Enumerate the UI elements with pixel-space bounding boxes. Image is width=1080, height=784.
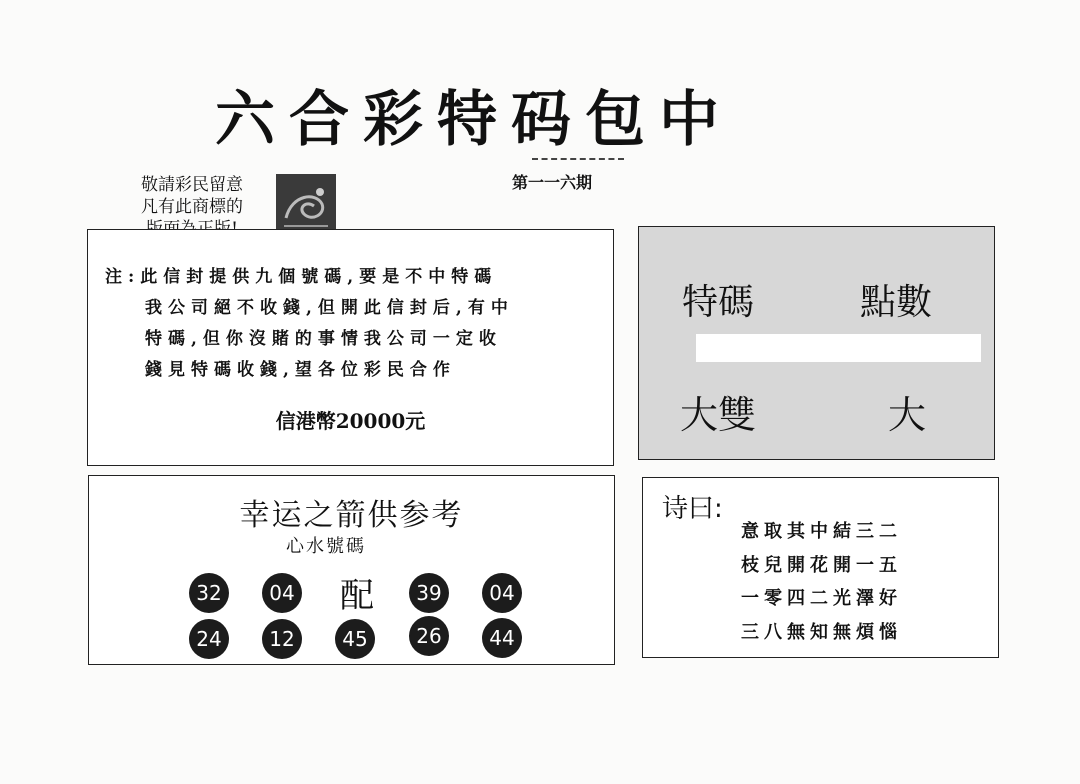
special-value: 大雙: [680, 393, 757, 437]
poem-line: 三八無知無煩惱: [741, 622, 902, 643]
points-label: 點數: [860, 282, 933, 323]
dragon-logo: [276, 174, 336, 236]
number-ball: 26: [409, 616, 449, 656]
envelope-line: 注:此信封提供九個號碼,要是不中特碼: [105, 267, 498, 287]
fee-text: 信港幣20000元: [275, 409, 426, 433]
page-title: 六合彩特码包中: [215, 85, 733, 155]
blank-bar: [696, 334, 981, 362]
issue-number: 第一一六期: [512, 173, 593, 192]
points-value: 大: [888, 393, 927, 437]
lucky-title: 幸运之箭供参考: [239, 498, 464, 533]
number-ball: 12: [262, 619, 302, 659]
poem-line: 意取其中結三二: [741, 521, 902, 542]
number-ball: 32: [189, 573, 229, 613]
number-ball: 39: [409, 573, 449, 613]
number-ball: 45: [335, 619, 375, 659]
poem-line: 枝兒開花開一五: [741, 555, 902, 576]
envelope-line: 錢見特碼收錢,望各位彩民合作: [145, 360, 456, 380]
envelope-line: 特碼,但你沒賭的事情我公司一定收: [145, 329, 502, 349]
poem-heading: 诗曰:: [662, 494, 723, 524]
number-ball: 04: [482, 573, 522, 613]
envelope-text: [105, 262, 605, 386]
notice-line: 凡有此商標的: [141, 197, 243, 217]
dragon-icon: [276, 174, 336, 236]
envelope-line: 我公司絕不收錢,但開此信封后,有中: [145, 298, 514, 318]
notice-line: 敬請彩民留意: [141, 175, 243, 195]
number-ball: 44: [482, 618, 522, 658]
poem-line: 一零四二光澤好: [741, 588, 902, 609]
special-label: 特碼: [682, 282, 755, 323]
lucky-subtitle: 心水號碼: [286, 536, 366, 557]
number-ball: 24: [189, 619, 229, 659]
issue-mark: [532, 158, 624, 164]
number-ball: 04: [262, 573, 302, 613]
pair-label: 配: [340, 576, 374, 616]
